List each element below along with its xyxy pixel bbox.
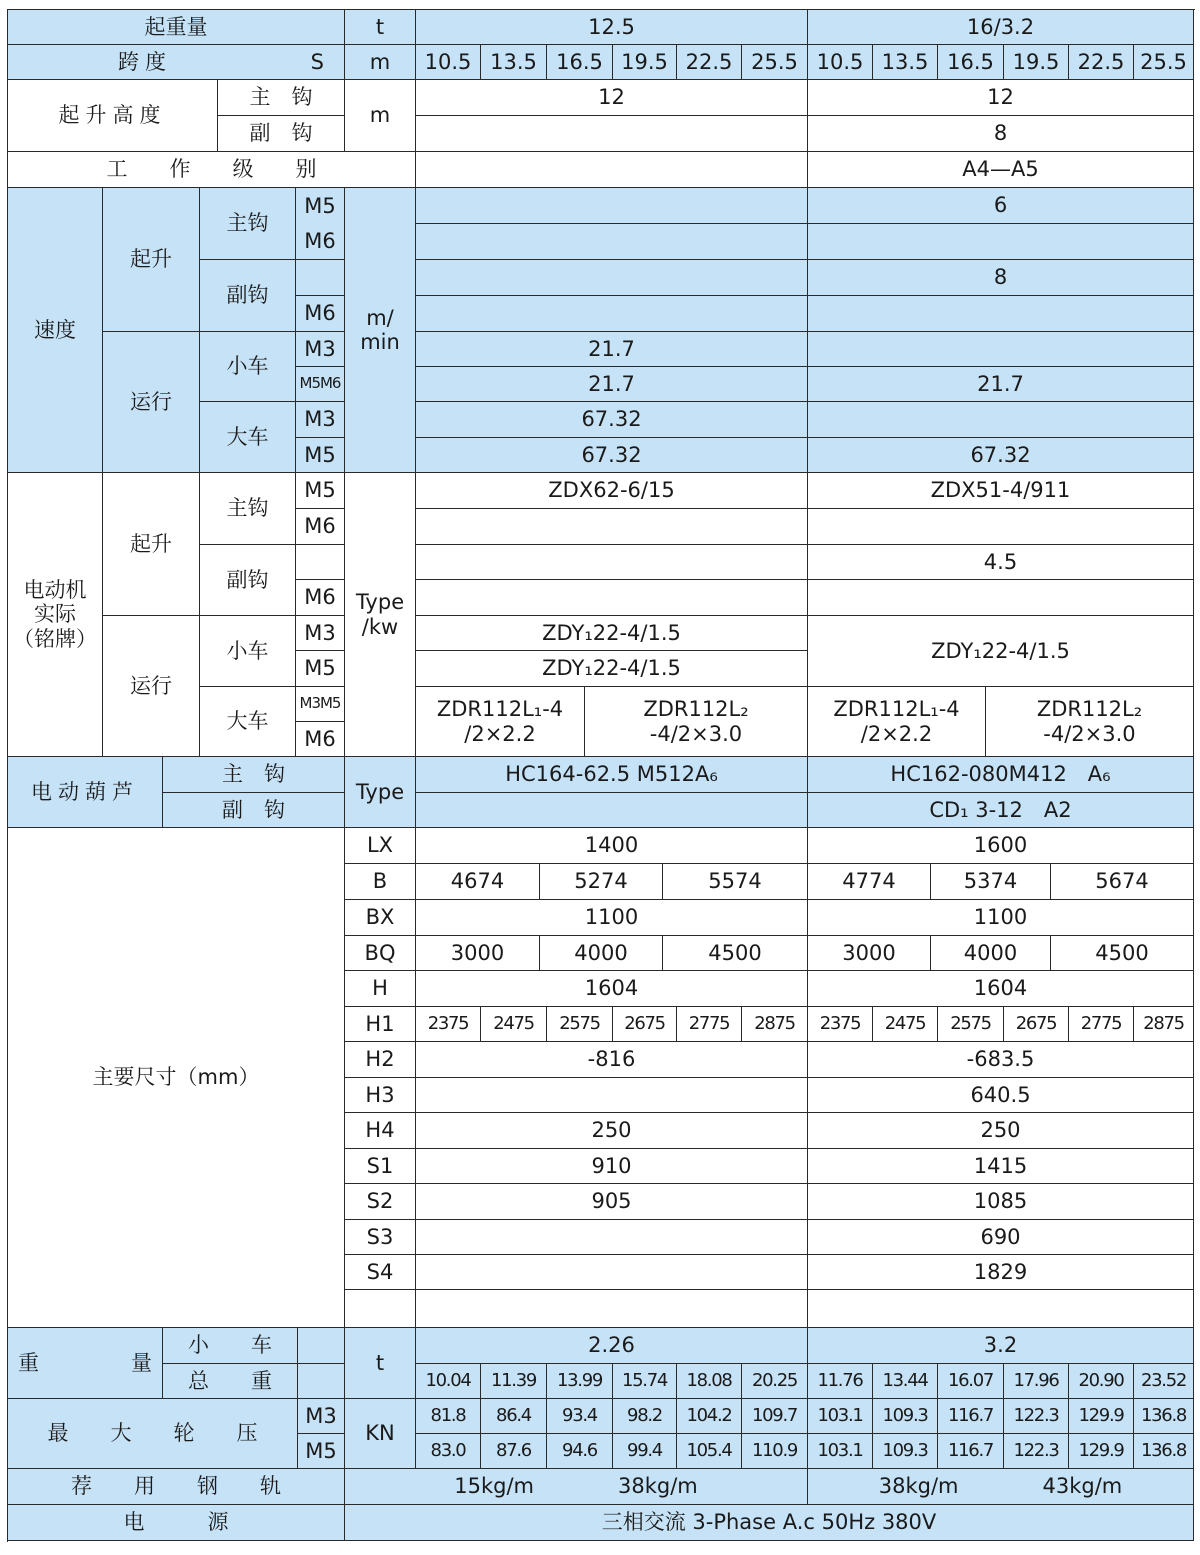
wheel-m5-value: 87.6 — [481, 1434, 547, 1469]
rail-a: 15kg/m 38kg/m — [345, 1469, 808, 1505]
dim-value-a: -816 — [416, 1042, 808, 1078]
speed-value-a: 67.32 — [416, 402, 808, 438]
motor-trolley-label: 小车 — [200, 616, 296, 687]
speed-value-b — [808, 296, 1194, 332]
duty-class-tag: M5 — [304, 193, 336, 218]
wheel-m3-value: 116.7 — [938, 1399, 1004, 1434]
motor-main-hook-label: 主钩 — [200, 473, 296, 545]
dim-key-h1: H1 — [345, 1007, 416, 1042]
weight-total-value: 16.07 — [938, 1364, 1004, 1399]
motor-trolley-m3-a: ZDY₁22-4/1.5 — [416, 616, 808, 651]
lift-main-a: 12 — [416, 80, 808, 116]
dim-value-b: 640.5 — [808, 1078, 1194, 1113]
span-symbol: S — [310, 49, 330, 74]
dim-key-s3: S3 — [345, 1220, 416, 1255]
rail-label: 荐 用 钢 轨 — [8, 1469, 345, 1505]
dim-key-s4: S4 — [345, 1255, 416, 1290]
dim-empty — [808, 1290, 1194, 1328]
speed-label: 速度 — [8, 188, 103, 473]
weight-total-value: 13.44 — [873, 1364, 938, 1399]
motor-crane-a2: ZDR112L₂ -4/2×3.0 — [585, 687, 808, 757]
weight-unit: t — [345, 1328, 416, 1399]
dim-key-s1: S1 — [345, 1149, 416, 1184]
speed-crane-m5: M5 — [296, 438, 345, 473]
wheel-m3-value: 109.3 — [873, 1399, 938, 1434]
speed-main-hook-label: 主钩 — [200, 188, 296, 260]
dim-value: 4774 — [808, 864, 931, 900]
motor-empty — [416, 580, 808, 616]
span-label — [8, 45, 345, 80]
speed-aux-hook-class-empty — [296, 260, 345, 296]
speed-value-b: 67.32 — [808, 438, 1194, 473]
speed-trolley-m3: M3 — [296, 332, 345, 367]
speed-value-a — [416, 224, 808, 260]
dim-value: 2475 — [481, 1007, 547, 1042]
motor-hoist-label: 起升 — [103, 473, 200, 616]
dim-value: 2575 — [938, 1007, 1004, 1042]
hoist-aux-label: 副 钩 — [163, 793, 345, 828]
dim-value-b: 250 — [808, 1113, 1194, 1149]
wheel-m5-value: 122.3 — [1004, 1434, 1069, 1469]
wheel-label: 最 大 轮 压 — [8, 1399, 298, 1469]
motor-empty — [808, 580, 1194, 616]
power-value: 三相交流 3-Phase A.c 50Hz 380V — [345, 1505, 1194, 1541]
span-value: 10.5 — [416, 45, 481, 80]
motor-crane-m3m5: M3M5 — [296, 687, 345, 722]
weight-label-text: 量 — [131, 1350, 152, 1375]
motor-empty — [416, 509, 808, 545]
speed-unit: m/ min — [345, 188, 416, 473]
dim-value: 5374 — [931, 864, 1051, 900]
dim-value-b: 1100 — [808, 900, 1194, 936]
dim-value: 3000 — [808, 936, 931, 971]
dim-key-h4: H4 — [345, 1113, 416, 1149]
dim-value: 5674 — [1051, 864, 1194, 900]
duty-class-tag: M6 — [304, 229, 336, 254]
hoist-main-a: HC164-62.5 M512A₆ — [416, 757, 808, 793]
wheel-m5-value: 136.8 — [1134, 1434, 1194, 1469]
wheel-m5-value: 94.6 — [547, 1434, 613, 1469]
wheel-m3-value: 81.8 — [416, 1399, 481, 1434]
duty-class-a — [416, 152, 808, 188]
speed-trolley-m5m6: M5M6 — [296, 367, 345, 402]
dim-value-a — [416, 1078, 808, 1113]
lift-main-hook-label: 主 钩 — [218, 80, 345, 116]
motor-main-m5: M5 — [296, 473, 345, 509]
motor-crane-b1: ZDR112L₁-4 /2×2.2 — [808, 687, 986, 757]
wheel-m5-value: 109.3 — [873, 1434, 938, 1469]
dim-key-h2: H2 — [345, 1042, 416, 1078]
wheel-m3-value: 136.8 — [1134, 1399, 1194, 1434]
dim-value: 4500 — [663, 936, 808, 971]
wheel-m5-value: 129.9 — [1069, 1434, 1134, 1469]
speed-value-b: 8 — [808, 260, 1194, 296]
dim-value: 2675 — [613, 1007, 677, 1042]
dim-value-b: 1085 — [808, 1184, 1194, 1220]
dim-key-h3: H3 — [345, 1078, 416, 1113]
dim-empty — [416, 1290, 808, 1328]
weight-total-value: 20.90 — [1069, 1364, 1134, 1399]
weight-total-label: 总 重 — [163, 1364, 298, 1399]
speed-aux-hook-m6: M6 — [296, 296, 345, 332]
speed-value-a — [416, 188, 808, 224]
dim-value: 4674 — [416, 864, 540, 900]
capacity-unit: t — [345, 10, 416, 45]
lift-aux-hook-label: 副 钩 — [218, 116, 345, 152]
wheel-m5-value: 105.4 — [677, 1434, 742, 1469]
hoist-main-b: HC162-080M412 A₆ — [808, 757, 1194, 793]
wheel-m3-value: 109.7 — [742, 1399, 808, 1434]
speed-value-a: 67.32 — [416, 438, 808, 473]
hoist-aux-a — [416, 793, 808, 828]
wheel-m5-value: 116.7 — [938, 1434, 1004, 1469]
span-value: 10.5 — [808, 45, 873, 80]
span-value: 19.5 — [613, 45, 677, 80]
wheel-m5-value: 99.4 — [613, 1434, 677, 1469]
dim-key-lx: LX — [345, 828, 416, 864]
speed-aux-hook-label: 副钩 — [200, 260, 296, 332]
speed-crane-m3: M3 — [296, 402, 345, 438]
motor-aux-hook-label: 副钩 — [200, 545, 296, 616]
dim-key-bx: BX — [345, 900, 416, 936]
speed-value-a — [416, 296, 808, 332]
speed-crane-label: 大车 — [200, 402, 296, 473]
dim-value-b: 1600 — [808, 828, 1194, 864]
dim-value-b: 690 — [808, 1220, 1194, 1255]
lift-aux-a — [416, 116, 808, 152]
motor-unit: Type /kw — [345, 473, 416, 757]
dim-value: 5274 — [540, 864, 663, 900]
wheel-m3-value: 104.2 — [677, 1399, 742, 1434]
speed-value-a — [416, 260, 808, 296]
dim-value: 2375 — [416, 1007, 481, 1042]
wheel-m3-value: 129.9 — [1069, 1399, 1134, 1434]
dim-value: 2575 — [547, 1007, 613, 1042]
speed-value-b — [808, 332, 1194, 367]
capacity-a: 12.5 — [416, 10, 808, 45]
duty-class-b: A4—A5 — [808, 152, 1194, 188]
dim-value-a — [416, 1220, 808, 1255]
dim-value: 4000 — [931, 936, 1051, 971]
dim-key-h: H — [345, 971, 416, 1007]
weight-total-value: 11.76 — [808, 1364, 873, 1399]
rail-b: 38kg/m 43kg/m — [808, 1469, 1194, 1505]
weight-total-value: 17.96 — [1004, 1364, 1069, 1399]
motor-aux-b: 4.5 — [808, 545, 1194, 580]
capacity-b: 16/3.2 — [808, 10, 1194, 45]
motor-crane-b2: ZDR112L₂ -4/2×3.0 — [986, 687, 1194, 757]
dim-value: 3000 — [416, 936, 540, 971]
motor-crane-label: 大车 — [200, 687, 296, 757]
weight-empty — [298, 1328, 345, 1364]
motor-aux-class-empty — [296, 545, 345, 580]
speed-value-b — [808, 224, 1194, 260]
wheel-m5-value: 110.9 — [742, 1434, 808, 1469]
motor-aux-m6: M6 — [296, 580, 345, 616]
dim-value: 2475 — [873, 1007, 938, 1042]
speed-value-b: 21.7 — [808, 367, 1194, 402]
dim-value-b: -683.5 — [808, 1042, 1194, 1078]
hoist-aux-b: CD₁ 3-12 A2 — [808, 793, 1194, 828]
motor-crane-a1: ZDR112L₁-4 /2×2.2 — [416, 687, 585, 757]
weight-label-text: 重 — [18, 1350, 39, 1375]
weight-total-value: 13.99 — [547, 1364, 613, 1399]
wheel-m3-value: 86.4 — [481, 1399, 547, 1434]
weight-total-value: 23.52 — [1134, 1364, 1194, 1399]
lift-aux-b: 8 — [808, 116, 1194, 152]
span-value: 22.5 — [1069, 45, 1134, 80]
dim-value-a: 1604 — [416, 971, 808, 1007]
span-value: 13.5 — [873, 45, 938, 80]
dim-value: 4500 — [1051, 936, 1194, 971]
span-value: 13.5 — [481, 45, 547, 80]
dim-key-b: B — [345, 864, 416, 900]
dim-value-a: 250 — [416, 1113, 808, 1149]
motor-main-a: ZDX62-6/15 — [416, 473, 808, 509]
motor-crane-m6: M6 — [296, 722, 345, 757]
dim-value-b: 1415 — [808, 1149, 1194, 1184]
span-value: 16.5 — [938, 45, 1004, 80]
lift-main-b: 12 — [808, 80, 1194, 116]
weight-total-value: 18.08 — [677, 1364, 742, 1399]
motor-main-b: ZDX51-4/911 — [808, 473, 1194, 509]
weight-label — [8, 1328, 163, 1399]
wheel-m3-value: 98.2 — [613, 1399, 677, 1434]
speed-hoist-label: 起升 — [103, 188, 200, 332]
speed-value-a: 21.7 — [416, 332, 808, 367]
motor-empty — [808, 509, 1194, 545]
duty-class-label: 工 作 级 别 — [8, 152, 416, 188]
dim-value: 2875 — [742, 1007, 808, 1042]
weight-trolley-a: 2.26 — [416, 1328, 808, 1364]
wheel-m3: M3 — [298, 1399, 345, 1434]
span-value: 22.5 — [677, 45, 742, 80]
span-unit: m — [345, 45, 416, 80]
dim-value-a: 910 — [416, 1149, 808, 1184]
wheel-m5-value: 103.1 — [808, 1434, 873, 1469]
hoist-main-label: 主 钩 — [163, 757, 345, 793]
weight-trolley-b: 3.2 — [808, 1328, 1194, 1364]
span-value: 25.5 — [1134, 45, 1194, 80]
wheel-m5-value: 83.0 — [416, 1434, 481, 1469]
wheel-m3-value: 122.3 — [1004, 1399, 1069, 1434]
weight-trolley-label: 小 车 — [163, 1328, 298, 1364]
weight-total-value: 20.25 — [742, 1364, 808, 1399]
lift-unit: m — [345, 80, 416, 152]
dim-value-a: 905 — [416, 1184, 808, 1220]
motor-label: 电动机 实际 （铭牌） — [8, 473, 103, 757]
speed-value-a: 21.7 — [416, 367, 808, 402]
dim-value: 5574 — [663, 864, 808, 900]
speed-value-b — [808, 402, 1194, 438]
speed-trolley-label: 小车 — [200, 332, 296, 402]
wheel-unit: KN — [345, 1399, 416, 1469]
dims-label: 主要尺寸（mm） — [8, 828, 345, 1328]
motor-trolley-m5-a: ZDY₁22-4/1.5 — [416, 651, 808, 687]
capacity-label: 起重量 — [8, 10, 345, 45]
lift-height-label: 起升高度 — [8, 80, 218, 152]
dim-value: 4000 — [540, 936, 663, 971]
span-value: 25.5 — [742, 45, 808, 80]
dim-empty — [345, 1290, 416, 1328]
dim-value-b: 1604 — [808, 971, 1194, 1007]
hoist-unit: Type — [345, 757, 416, 828]
weight-empty — [298, 1364, 345, 1399]
dim-value: 2875 — [1134, 1007, 1194, 1042]
speed-main-hook-classes — [296, 188, 345, 260]
dim-value-a — [416, 1255, 808, 1290]
dim-value-a: 1100 — [416, 900, 808, 936]
power-label: 电 源 — [8, 1505, 345, 1541]
dim-value: 2375 — [808, 1007, 873, 1042]
dim-value: 2675 — [1004, 1007, 1069, 1042]
wheel-m3-value: 103.1 — [808, 1399, 873, 1434]
dim-value-a: 1400 — [416, 828, 808, 864]
weight-total-value: 10.04 — [416, 1364, 481, 1399]
weight-total-value: 11.39 — [481, 1364, 547, 1399]
speed-travel-label: 运行 — [103, 332, 200, 473]
span-value: 16.5 — [547, 45, 613, 80]
motor-travel-label: 运行 — [103, 616, 200, 757]
motor-main-m6: M6 — [296, 509, 345, 545]
dim-key-bq: BQ — [345, 936, 416, 971]
motor-trolley-m3: M3 — [296, 616, 345, 651]
dim-value: 2775 — [677, 1007, 742, 1042]
dim-value: 2775 — [1069, 1007, 1134, 1042]
speed-value-b: 6 — [808, 188, 1194, 224]
dim-key-s2: S2 — [345, 1184, 416, 1220]
motor-trolley-m5: M5 — [296, 651, 345, 687]
wheel-m3-value: 93.4 — [547, 1399, 613, 1434]
span-value: 19.5 — [1004, 45, 1069, 80]
hoist-label: 电动葫芦 — [8, 757, 163, 828]
span-label-text: 跨度 — [118, 49, 172, 74]
wheel-m5: M5 — [298, 1434, 345, 1469]
dim-value-b: 1829 — [808, 1255, 1194, 1290]
motor-trolley-b: ZDY₁22-4/1.5 — [808, 616, 1194, 687]
weight-total-value: 15.74 — [613, 1364, 677, 1399]
motor-empty — [416, 545, 808, 580]
